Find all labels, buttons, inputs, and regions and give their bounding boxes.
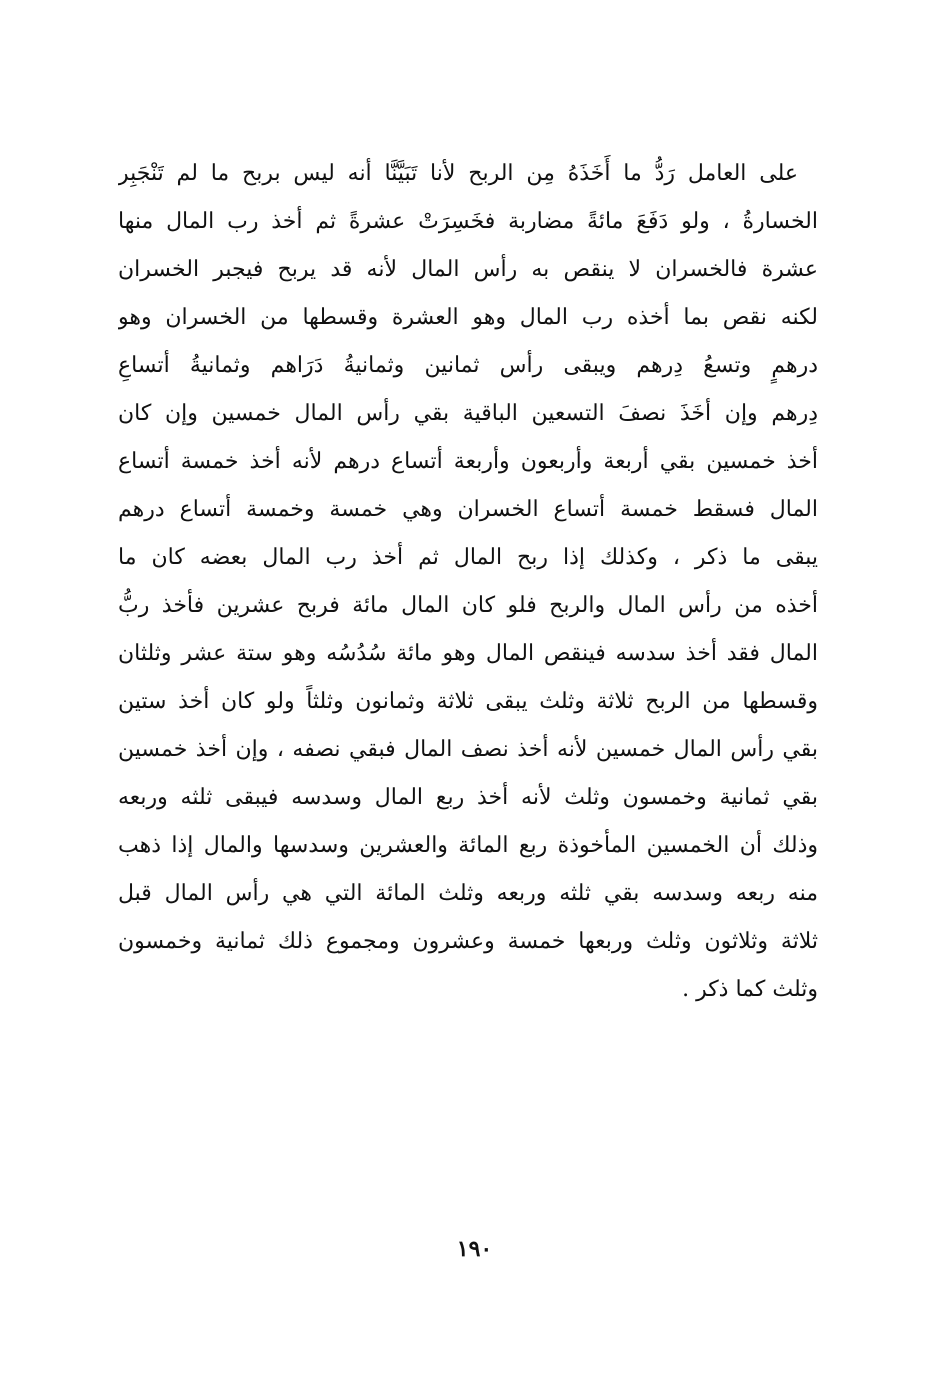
- text-line-13: بقي رأس المال خمسين لأنه أخذ نصف المال فبقي نصفه ، وإن أخذ خمسين: [118, 737, 818, 762]
- text-line-12: وقسطها من الربح ثلاثة وثلث يبقى ثلاثة وثمانون وثلثاً ولو كان أخذ ستين: [118, 689, 818, 714]
- text-line-5: درهمٍ وتسعُ دِرهم ويبقى رأس ثمانين وثمانيةُ دَرَاهم وثمانيةُ أتساعِ: [118, 353, 818, 378]
- text-line-7: أخذ خمسين بقي أربعة وأربعون وأربعة أتساع درهم لأنه أخذ خمسة أتساع: [118, 449, 818, 474]
- text-line-16: منه ربعه وسدسه بقي ثلثه وربعه وثلث المائة التي هي رأس المال قبل: [118, 881, 818, 906]
- text-line-2: الخسارةُ ، ولو دَفَعَ مائةً مضاربة فخَسِرَتْ عشرةً ثم أخذ رب المال منها: [118, 209, 818, 234]
- text-line-14: بقي ثمانية وخمسون وثلث لأنه أخذ ربع المال وسدسه فيبقى ثلثه وربعه: [118, 785, 818, 810]
- text-line-11: المال فقد أخذ سدسه فينقص المال وهو مائة سُدُسُه وهو ستة عشر وثلثان: [118, 641, 818, 666]
- text-line-17: ثلاثة وثلاثون وثلث وربعها خمسة وعشرون ومجموع ذلك ثمانية وخمسون: [118, 929, 818, 954]
- text-line-8: المال فسقط خمسة أتساع الخسران وهي خمسة وخمسة أتساع درهم: [118, 497, 818, 522]
- body-paragraph: [118, 150, 818, 1014]
- text-line-9: يبقى ما ذكر ، وكذلك إذا ربح المال ثم أخذ رب المال بعضه كان ما: [118, 545, 818, 570]
- text-line-18: وثلث كما ذكر .: [682, 977, 818, 1002]
- page-number: ١٩٠: [456, 1236, 493, 1262]
- text-line-4: لكنه نقص بما أخذه رب المال وهو العشرة وقسطها من الخسران وهو: [118, 305, 818, 330]
- text-line-3: عشرة فالخسران لا ينقص به رأس المال لأنه قد يربح فيجبر الخسران: [118, 257, 818, 282]
- text-line-15: وذلك أن الخمسين المأخوذة ربع المائة والعشرين وسدسها والمال إذا ذهب: [118, 833, 818, 858]
- text-line-1: على العامل رَدُّ ما أَخَذَهُ مِن الربح لأنا تَبَيَّنَّا أنه ليس بربح ما لم تَنْجَبِر: [118, 161, 798, 186]
- text-line-10: أخذه من رأس المال والربح فلو كان المال مائة فربح عشرين فأخذ ربُّ: [118, 593, 818, 618]
- text-line-6: دِرهم وإن أخَذَ نصفَ التسعين الباقية بقي رأس المال خمسين وإن كان: [118, 401, 818, 426]
